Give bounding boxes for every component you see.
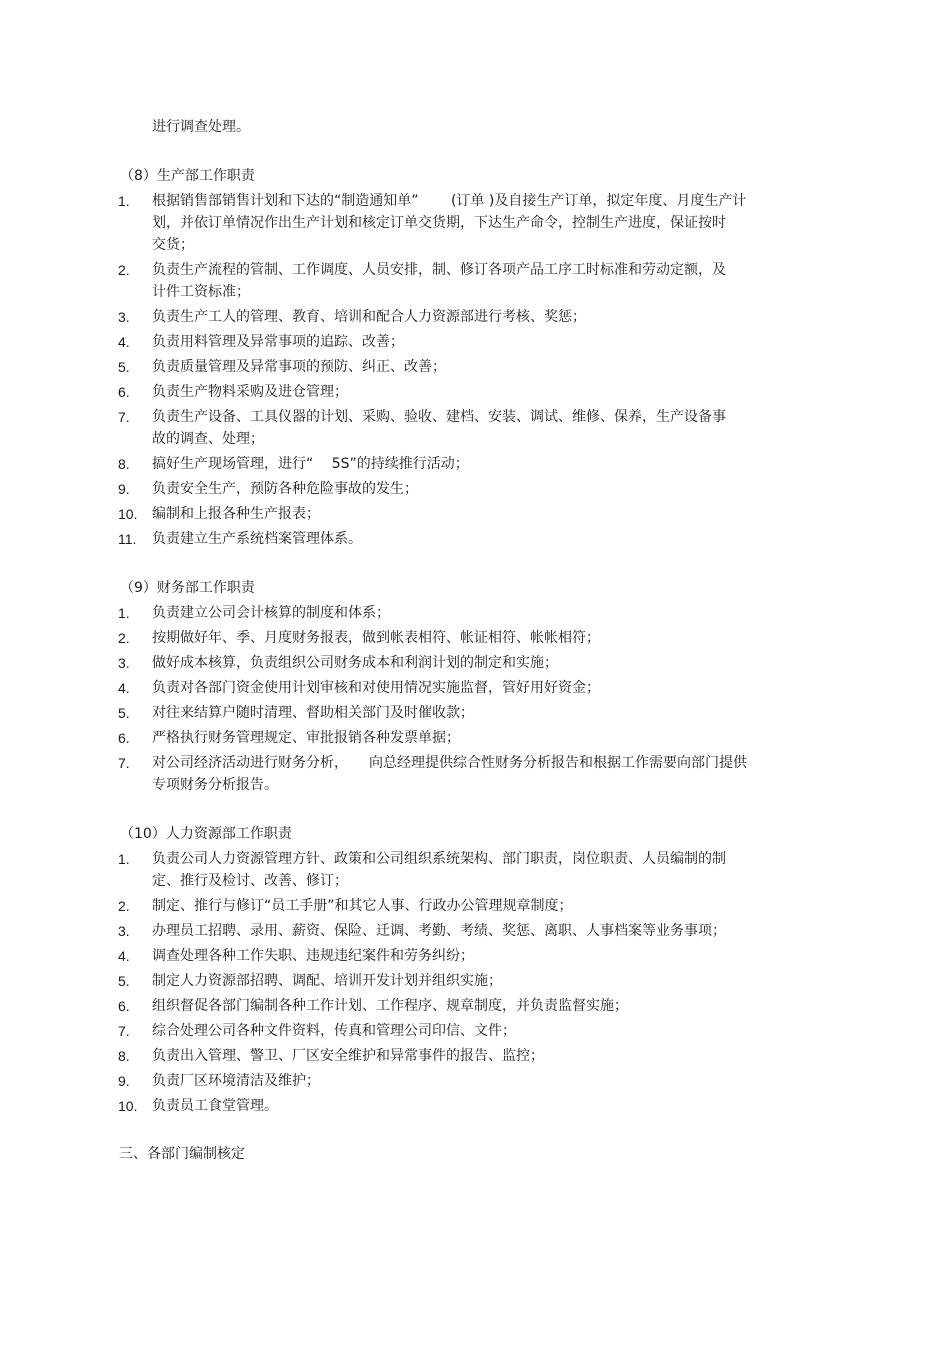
list-item	[0, 727, 820, 749]
list-item	[0, 528, 820, 550]
list-item	[0, 945, 820, 967]
item-number: 4.	[118, 334, 130, 350]
list-item	[0, 920, 820, 942]
list-item	[0, 970, 820, 992]
item-text-line: 搞好生产现场管理，进行“ 5S”的持续推行活动；	[152, 456, 469, 472]
item-number: 5.	[118, 705, 130, 721]
item-text-line: 综合处理公司各种文件资料，传真和管理公司印信、文件；	[152, 1023, 516, 1039]
list-item	[0, 259, 820, 303]
item-text-line: 制定、推行与修订“员工手册”和其它人事、行政办公管理规章制度；	[152, 898, 573, 914]
item-text-line: 负责生产设备、工具仪器的计划、采购、验收、建档、安装、调试、维修、保养，生产设备事	[152, 409, 726, 425]
list-item	[0, 331, 820, 353]
sections-container	[0, 165, 950, 1117]
item-text-line: 按期做好年、季、月度财务报表，做到帐表相符、帐证相符、帐帐相符；	[152, 630, 600, 646]
item-text-line: 计件工资标准；	[152, 284, 250, 300]
item-number: 7.	[118, 1023, 130, 1039]
list-item	[0, 503, 820, 525]
list-item	[0, 306, 820, 328]
list-item	[0, 652, 820, 674]
duty-section	[0, 577, 950, 796]
item-number: 2.	[118, 630, 130, 646]
item-text-line: 负责对各部门资金使用计划审核和对使用情况实施监督，管好用好资金；	[152, 680, 600, 696]
item-number: 1.	[118, 605, 130, 621]
list-item	[0, 627, 820, 649]
list-item	[0, 1070, 820, 1092]
item-number: 1.	[118, 193, 130, 209]
list-item	[0, 381, 820, 403]
item-text-line: 负责员工食堂管理。	[152, 1098, 278, 1114]
duty-list	[0, 190, 950, 550]
item-text-line: 制定人力资源部招聘、调配、培训开发计划并组织实施；	[152, 973, 502, 989]
list-item	[0, 453, 820, 475]
duty-section	[0, 165, 950, 550]
item-number: 9.	[118, 481, 130, 497]
item-number: 4.	[118, 948, 130, 964]
list-item	[0, 752, 820, 796]
item-text-line: 负责生产工人的管理、教育、培训和配合人力资源部进行考核、奖惩；	[152, 309, 586, 325]
section-heading: 三、各部门编制核定	[119, 1146, 245, 1162]
item-text-line: 负责出入管理、警卫、厂区安全维护和异常事件的报告、监控；	[152, 1048, 544, 1064]
item-text-line: 专项财务分析报告。	[152, 777, 278, 793]
item-text-line: 负责生产流程的管制、工作调度、人员安排，制、修订各项产品工序工时标准和劳动定额，及	[152, 262, 726, 278]
list-item	[0, 702, 820, 724]
item-number: 5.	[118, 359, 130, 375]
list-item	[0, 602, 820, 624]
item-number: 7.	[118, 755, 130, 771]
item-number: 6.	[118, 384, 130, 400]
item-text-line: 调查处理各种工作失职、违规违纪案件和劳务纠纷；	[152, 948, 474, 964]
duty-list	[0, 848, 950, 1117]
item-text-line: 对往来结算户随时清理、督助相关部门及时催收款；	[152, 705, 474, 721]
list-item	[0, 406, 820, 450]
list-item	[0, 848, 820, 892]
list-item	[0, 995, 820, 1017]
item-text-line: 严格执行财务管理规定、审批报销各种发票单据；	[152, 730, 460, 746]
list-item	[0, 1045, 820, 1067]
list-item	[0, 356, 820, 378]
item-number: 3.	[118, 309, 130, 325]
item-number: 2.	[118, 898, 130, 914]
item-text-line: 负责公司人力资源管理方针、政策和公司组织系统架构、部门职责，岗位职责、人员编制的制	[152, 851, 726, 867]
item-text-line: 做好成本核算，负责组织公司财务成本和利润计划的制定和实施；	[152, 655, 558, 671]
item-number: 8.	[118, 456, 130, 472]
item-number: 8.	[118, 1048, 130, 1064]
item-number: 3.	[118, 655, 130, 671]
item-text-line: 办理员工招聘、录用、薪资、保险、迁调、考勤、考绩、奖惩、离职、人事档案等业务事项；	[152, 923, 726, 939]
list-item	[0, 1020, 820, 1042]
item-text-line: 定、推行及检讨、改善、修订；	[152, 873, 348, 889]
list-item	[0, 478, 820, 500]
item-number: 3.	[118, 923, 130, 939]
continuation-text: 进行调查处理。	[152, 119, 250, 135]
item-text-line: 根据销售部销售计划和下达的“制造通知单” (订单 )及自接生产订单，拟定年度、月度生产计	[152, 193, 747, 209]
section-title: （10）人力资源部工作职责	[120, 826, 292, 842]
list-item	[0, 190, 820, 256]
item-text-line: 负责厂区环境清洁及维护；	[152, 1073, 320, 1089]
item-number: 2.	[118, 262, 130, 278]
item-number: 10.	[118, 1098, 138, 1114]
list-item	[0, 895, 820, 917]
item-number: 7.	[118, 409, 130, 425]
item-text-line: 交货；	[152, 237, 194, 253]
item-text-line: 编制和上报各种生产报表；	[152, 506, 320, 522]
item-number: 4.	[118, 680, 130, 696]
item-text-line: 组织督促各部门编制各种工作计划、工作程序、规章制度，并负责监督实施；	[152, 998, 628, 1014]
section-title: （9）财务部工作职责	[120, 580, 255, 596]
item-text-line: 故的调查、处理；	[152, 431, 264, 447]
item-number: 5.	[118, 973, 130, 989]
item-number: 6.	[118, 730, 130, 746]
list-item	[0, 677, 820, 699]
item-number: 6.	[118, 998, 130, 1014]
duty-list	[0, 602, 950, 796]
item-number: 9.	[118, 1073, 130, 1089]
item-text-line: 划，并依订单情况作出生产计划和核定订单交货期，下达生产命令，控制生产进度，保证按时	[152, 215, 726, 231]
list-item	[0, 1095, 820, 1117]
item-text-line: 负责生产物料采购及进仓管理；	[152, 384, 348, 400]
section-title: （8）生产部工作职责	[120, 168, 255, 184]
item-text-line: 负责质量管理及异常事项的预防、纠正、改善；	[152, 359, 446, 375]
item-text-line: 对公司经济活动进行财务分析， 向总经理提供综合性财务分析报告和根据工作需要向部门提供	[152, 755, 747, 771]
item-text-line: 负责建立生产系统档案管理体系。	[152, 531, 362, 547]
item-number: 11.	[118, 531, 137, 547]
item-text-line: 负责用料管理及异常事项的追踪、改善；	[152, 334, 404, 350]
item-number: 10.	[118, 506, 138, 522]
item-text-line: 负责安全生产，预防各种危险事故的发生；	[152, 481, 418, 497]
duty-section	[0, 823, 950, 1117]
item-number: 1.	[118, 851, 130, 867]
item-text-line: 负责建立公司会计核算的制度和体系；	[152, 605, 390, 621]
